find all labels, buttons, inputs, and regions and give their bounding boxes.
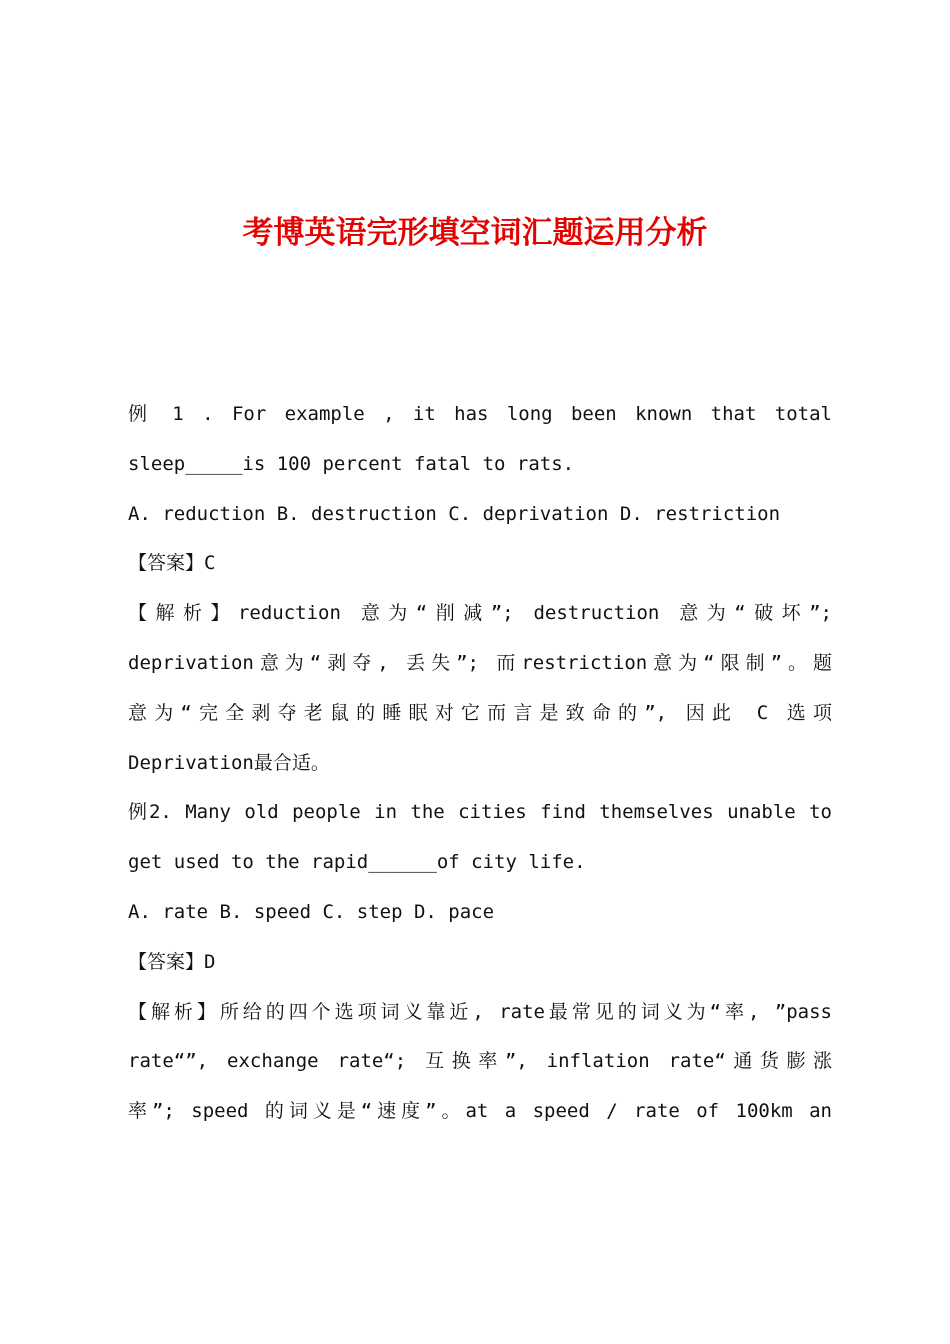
answer-line: 【答案】D (128, 950, 216, 973)
document-title: 考博英语完形填空词汇题运用分析 (242, 215, 708, 251)
text-line: 率”; speed 的词义是“速度”。at a speed / rate of 100km an (128, 1100, 832, 1123)
answer-line: 【答案】C (128, 552, 216, 575)
text-line: Deprivation最合适。 (128, 751, 330, 774)
document-body (128, 390, 832, 1137)
analysis-line: 【解析】所给的四个选项词义靠近, rate最常见的词义为“率, ”pass (128, 1000, 832, 1023)
text-line: get used to the rapid______of city life. (128, 851, 586, 874)
text-line: sleep_____is 100 percent fatal to rats. (128, 452, 575, 475)
text-line: rate“”, exchange rate“; 互换率”, inflation rate“通货膨涨 (128, 1050, 832, 1073)
text-line: deprivation意为“剥夺, 丢失”; 而restriction意为“限制”。题 (128, 651, 832, 674)
analysis-line: 【解析】reduction 意为“削减”; destruction 意为“破坏”; (128, 602, 832, 625)
text-line: 意为“完全剥夺老鼠的睡眠对它而言是致命的”, 因此 C 选项 (128, 701, 832, 724)
text-line: 例 1 . For example , it has long been known that total (128, 403, 832, 425)
text-line: 例2. Many old people in the cities find themselves unable to (128, 801, 832, 824)
text-line: A. reduction B. destruction C. deprivation D. restriction (128, 502, 781, 525)
text-line: A. rate B. speed C. step D. pace (128, 900, 495, 923)
